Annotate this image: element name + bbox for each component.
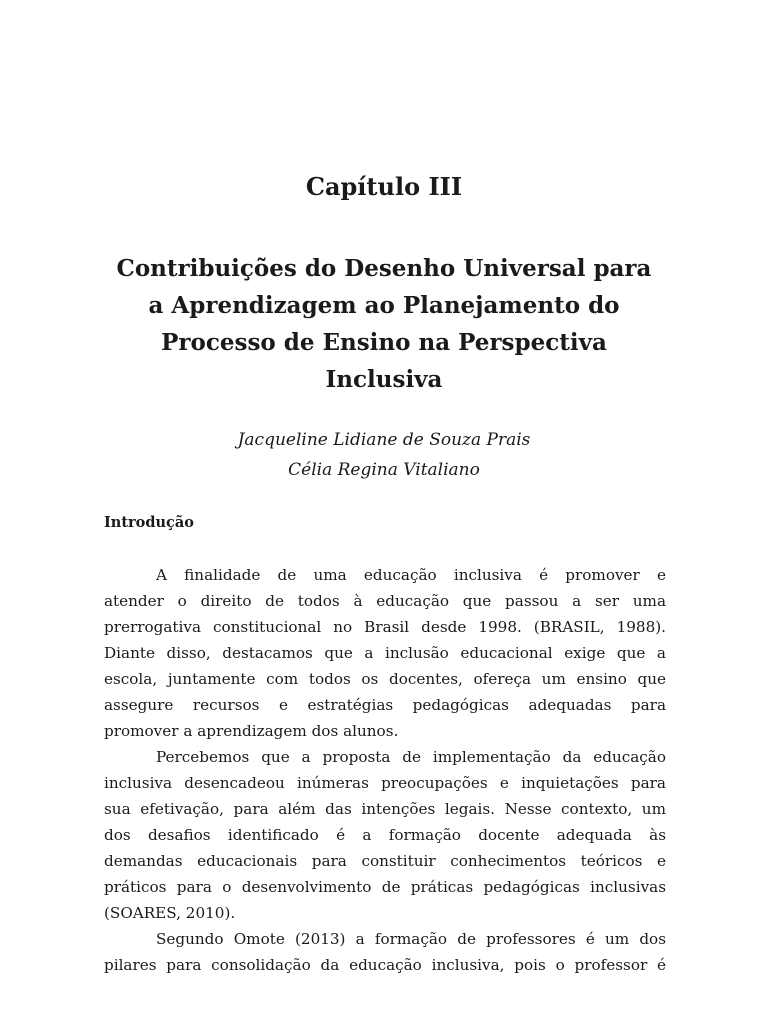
paragraph-line: inclusiva desencadeou inúmeras preocupações e inquietações para [104, 774, 666, 792]
author-name: Célia Regina Vitaliano [288, 460, 480, 480]
paragraph-line: práticos para o desenvolvimento de práticas pedagógicas inclusivas [104, 878, 666, 896]
paragraph-line: (SOARES, 2010). [104, 904, 236, 922]
paragraph-line: Segundo Omote (2013) a formação de professores é um dos [156, 930, 666, 948]
paragraph-line: atender o direito de todos à educação que passou a ser uma [104, 592, 666, 610]
paragraph-line: Percebemos que a proposta de implementação da educação [156, 748, 666, 766]
paragraph-line: demandas educacionais para constituir conhecimentos teóricos e [104, 852, 666, 870]
paragraph-line: Diante disso, destacamos que a inclusão educacional exige que a [104, 644, 666, 662]
chapter-title-line: Processo de Ensino na Perspectiva [161, 329, 607, 356]
paragraph-line: promover a aprendizagem dos alunos. [104, 722, 399, 740]
paragraph-line: assegure recursos e estratégias pedagógicas adequadas para [104, 696, 666, 714]
chapter-title [90, 250, 678, 398]
chapter-heading: Capítulo III [305, 172, 463, 201]
paragraph-line: sua efetivação, para além das intenções legais. Nesse contexto, um [104, 800, 666, 818]
section-heading: Introdução [104, 514, 194, 531]
author-list [0, 425, 768, 485]
paragraph-line: dos desafios identificado é a formação docente adequada às [104, 826, 666, 844]
chapter-title-line: Contribuições do Desenho Universal para [116, 255, 652, 282]
body-text [104, 562, 666, 978]
paragraph-line: pilares para consolidação da educação inclusiva, pois o professor é [104, 956, 666, 974]
paragraph-line: A finalidade de uma educação inclusiva é promover e [156, 566, 666, 584]
chapter-title-line: a Aprendizagem ao Planejamento do [148, 292, 620, 319]
paragraph-line: prerrogativa constitucional no Brasil desde 1998. (BRASIL, 1988). [104, 618, 666, 636]
author-name: Jacqueline Lidiane de Souza Prais [237, 430, 531, 450]
paragraph-line: escola, juntamente com todos os docentes, ofereça um ensino que [104, 670, 666, 688]
chapter-title-line: Inclusiva [325, 366, 443, 393]
